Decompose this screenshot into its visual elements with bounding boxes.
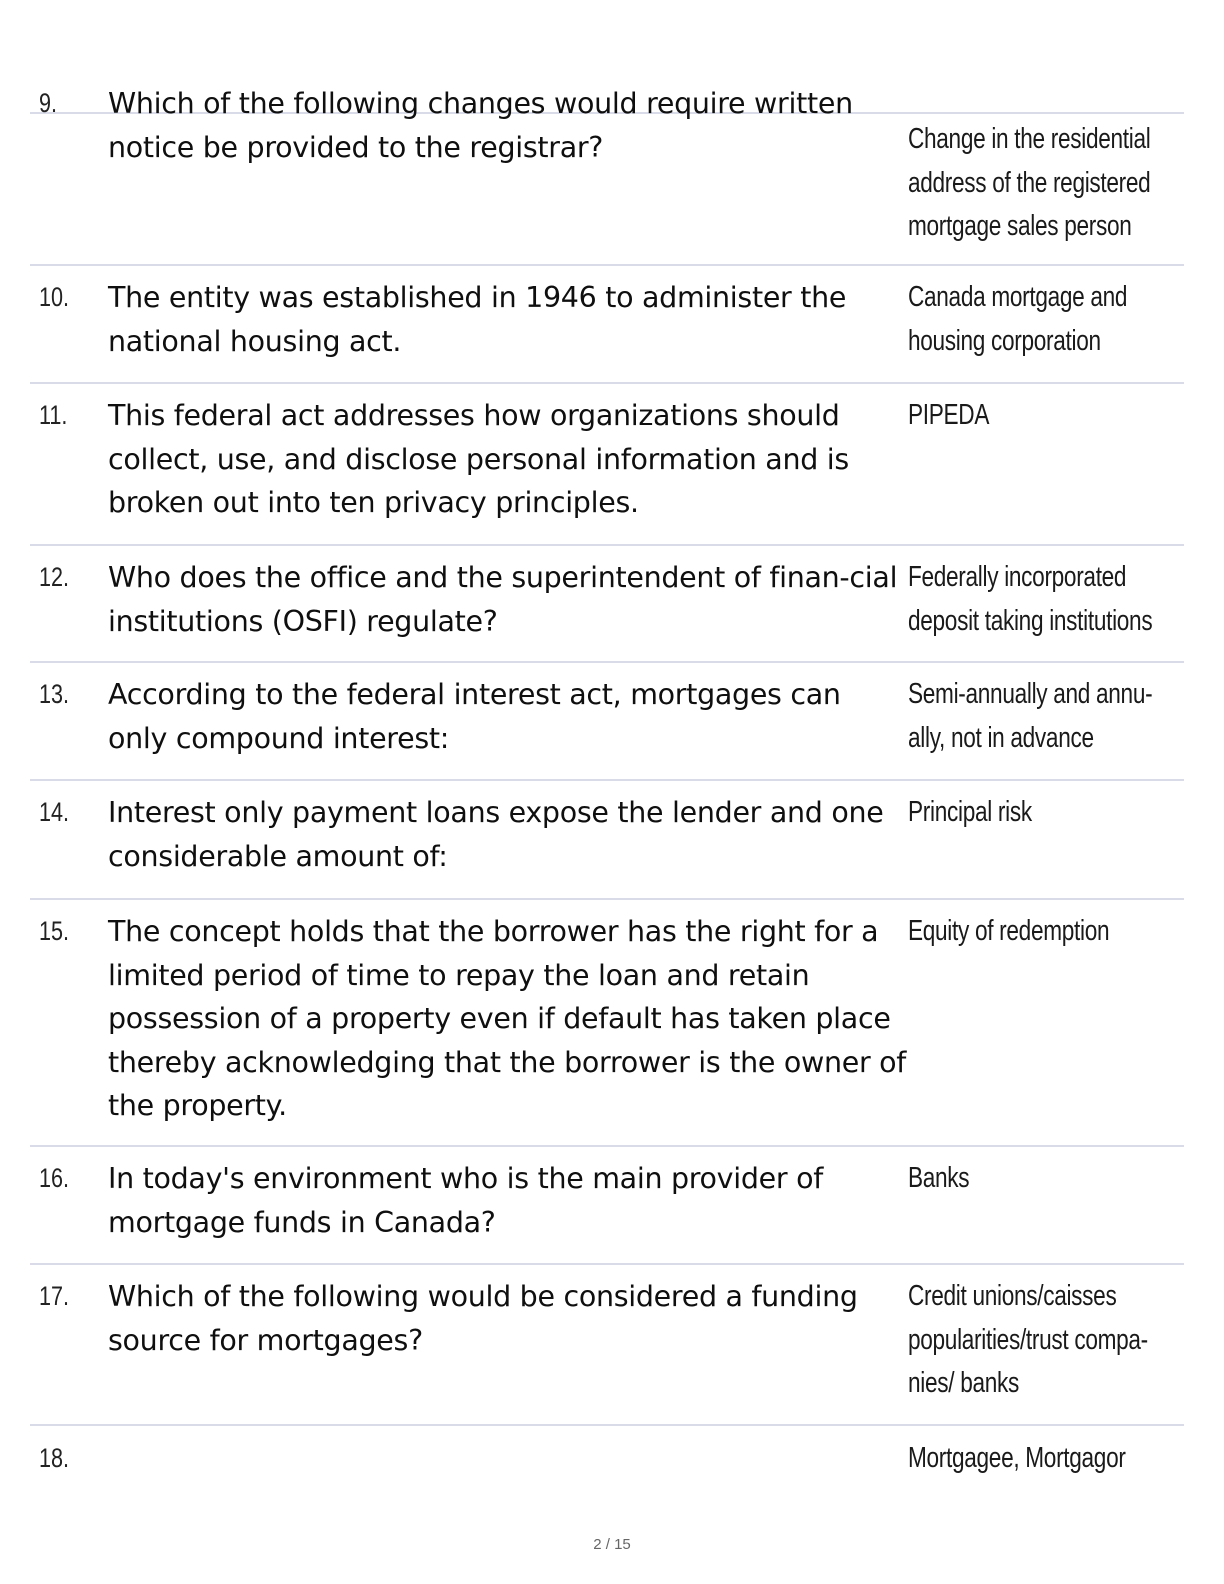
question-text: Which of the following would be considered a funding source for mortgages? — [108, 1280, 858, 1357]
question-text: This federal act addresses how organizations should collect, use, and disclose personal information and is broken out into ten privacy principles. — [108, 399, 849, 519]
item-number: 13. — [39, 679, 70, 709]
answer-text: Banks — [908, 1162, 970, 1194]
qa-item-11 — [30, 394, 1184, 546]
qa-item-12 — [30, 556, 1184, 663]
qa-item-15 — [30, 910, 1184, 1147]
answer-text: Mortgagee, Mortgagor — [908, 1442, 1126, 1474]
qa-item-10 — [30, 276, 1184, 384]
answer-text: Change in the residential address of the registered mortgage sales person — [908, 123, 1151, 242]
item-number: 15. — [39, 916, 70, 946]
page-number: 2 / 15 — [593, 1536, 631, 1553]
qa-item-17 — [30, 1275, 1184, 1426]
item-number: 11. — [39, 400, 68, 430]
question-text: In today's environment who is the main provider of mortgage funds in Canada? — [108, 1162, 823, 1239]
question-text: The concept holds that the borrower has the right for a limited period of time to repay the loan and retain possession of a property even if default has taken place thereby acknowledging that the borrower is the owner of the property. — [108, 915, 907, 1122]
answer-text: Semi-annually and annu-ally, not in advance — [908, 678, 1153, 754]
item-number: 10. — [39, 282, 70, 312]
item-number: 17. — [39, 1281, 70, 1311]
item-number: 18. — [39, 1443, 70, 1473]
question-text: Interest only payment loans expose the lender and one considerable amount of: — [108, 796, 884, 873]
qa-item-14 — [30, 791, 1184, 900]
question-text: According to the federal interest act, mortgages can only compound interest: — [108, 678, 841, 755]
qa-item-13 — [30, 673, 1184, 781]
answer-text: PIPEDA — [908, 399, 990, 431]
question-text: The entity was established in 1946 to administer the national housing act. — [108, 281, 847, 358]
qa-item-9 — [30, 82, 1184, 266]
question-text: Which of the following changes would require written notice be provided to the registrar? — [108, 87, 853, 164]
item-number: 12. — [39, 562, 70, 592]
answer-text: Federally incorporated deposit taking institutions — [908, 561, 1153, 637]
answer-text: Credit unions/caisses popularities/trust compa-nies/ banks — [908, 1280, 1148, 1399]
item-number: 9. — [39, 88, 58, 118]
qa-item-18 — [30, 1437, 1184, 1497]
item-number: 14. — [39, 797, 70, 827]
question-text: Who does the office and the superintendent of finan-cial institutions (OSFI) regulate? — [108, 561, 898, 638]
qa-item-16 — [30, 1157, 1184, 1265]
answer-text: Canada mortgage and housing corporation — [908, 281, 1128, 357]
answer-text: Equity of redemption — [908, 915, 1110, 947]
item-number: 16. — [39, 1163, 70, 1193]
answer-text: Principal risk — [908, 796, 1032, 828]
